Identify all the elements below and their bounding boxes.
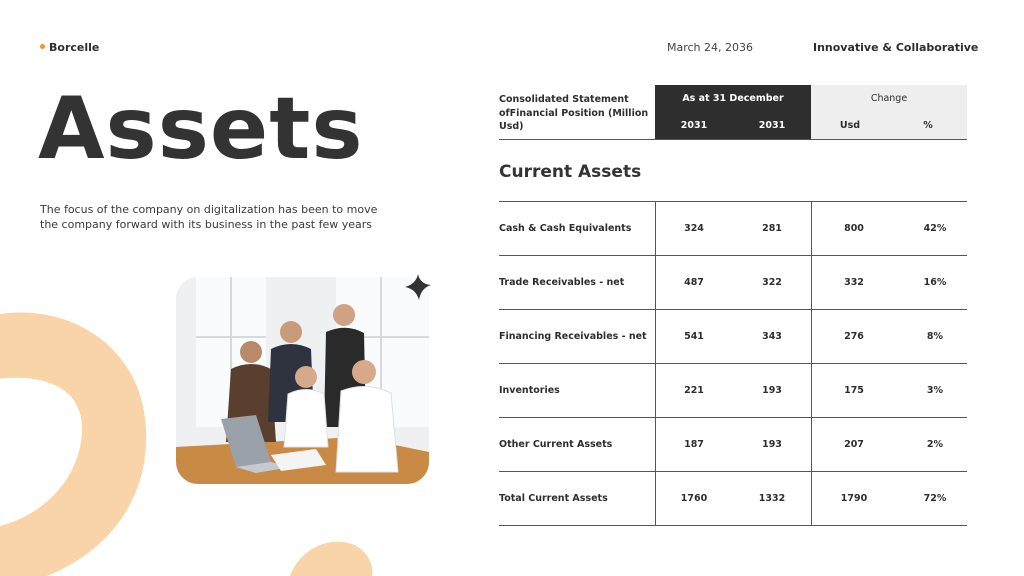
cell-value: 187 bbox=[684, 439, 704, 450]
column-divider bbox=[811, 472, 812, 525]
brand-logo bbox=[40, 41, 99, 54]
cell-value: 193 bbox=[762, 385, 782, 396]
table-header-label: Consolidated Statement ofFinancial Position (Million Usd) bbox=[499, 94, 649, 132]
column-divider bbox=[811, 418, 812, 471]
table-row bbox=[499, 256, 967, 310]
row-label: Financing Receivables - net bbox=[499, 330, 647, 342]
decor-ring-shape bbox=[0, 313, 146, 576]
financial-table bbox=[499, 85, 967, 526]
cell-value: 281 bbox=[762, 223, 782, 234]
cell-value: 541 bbox=[684, 331, 704, 342]
row-label: Other Current Assets bbox=[499, 438, 613, 450]
column-divider bbox=[811, 256, 812, 309]
header-group-change bbox=[811, 85, 967, 139]
cell-value: 1760 bbox=[680, 493, 708, 504]
cell-value: 175 bbox=[844, 385, 864, 396]
table-body bbox=[499, 202, 967, 526]
page-description: The focus of the company on digitalization has been to move the company forward with its business in the past few years bbox=[40, 203, 378, 231]
column-header-year-2: 2031 bbox=[758, 120, 786, 131]
cell-value: 193 bbox=[762, 439, 782, 450]
cell-value: 1332 bbox=[758, 493, 786, 504]
header-group-change-label: Change bbox=[870, 93, 908, 104]
sparkle-star-icon bbox=[403, 272, 433, 302]
header-group-as-at bbox=[655, 85, 811, 139]
table-row bbox=[499, 202, 967, 256]
cell-value: 8% bbox=[926, 331, 944, 342]
cell-value: 487 bbox=[684, 277, 704, 288]
column-header-usd: Usd bbox=[839, 120, 861, 131]
table-row bbox=[499, 310, 967, 364]
cell-value: 324 bbox=[684, 223, 704, 234]
section-title-row bbox=[499, 140, 967, 202]
table-row bbox=[499, 364, 967, 418]
table-row-total bbox=[499, 472, 967, 526]
cell-value: 16% bbox=[923, 277, 947, 288]
page-title: Assets bbox=[38, 79, 364, 179]
section-title: Current Assets bbox=[499, 162, 642, 182]
table-row bbox=[499, 418, 967, 472]
column-divider bbox=[811, 310, 812, 363]
decor-bottom-shape bbox=[290, 542, 372, 576]
header-group-as-at-label: As at 31 December bbox=[682, 93, 784, 104]
cell-value: 276 bbox=[844, 331, 864, 342]
cell-value: 72% bbox=[923, 493, 947, 504]
row-label: Inventories bbox=[499, 384, 560, 396]
team-photo bbox=[176, 277, 429, 484]
column-header-percent: % bbox=[923, 120, 933, 131]
column-divider bbox=[811, 202, 812, 255]
cell-value: 42% bbox=[923, 223, 947, 234]
cell-value: 800 bbox=[844, 223, 864, 234]
row-label: Trade Receivables - net bbox=[499, 276, 625, 288]
table-header bbox=[499, 85, 967, 140]
cell-value: 1790 bbox=[840, 493, 868, 504]
column-divider bbox=[811, 364, 812, 417]
row-label: Cash & Cash Equivalents bbox=[499, 222, 632, 234]
cell-value: 322 bbox=[762, 277, 782, 288]
cell-value: 3% bbox=[926, 385, 944, 396]
cell-value: 332 bbox=[844, 277, 864, 288]
cell-value: 207 bbox=[844, 439, 864, 450]
header-date: March 24, 2036 bbox=[667, 41, 754, 54]
cell-value: 221 bbox=[684, 385, 704, 396]
cell-value: 2% bbox=[926, 439, 944, 450]
header-tagline: Innovative & Collaborative bbox=[813, 41, 979, 54]
brand-name: Borcelle bbox=[49, 41, 100, 54]
brand-dot-icon bbox=[40, 44, 45, 49]
column-header-year-1: 2031 bbox=[680, 120, 708, 131]
row-label: Total Current Assets bbox=[499, 492, 608, 504]
cell-value: 343 bbox=[762, 331, 782, 342]
